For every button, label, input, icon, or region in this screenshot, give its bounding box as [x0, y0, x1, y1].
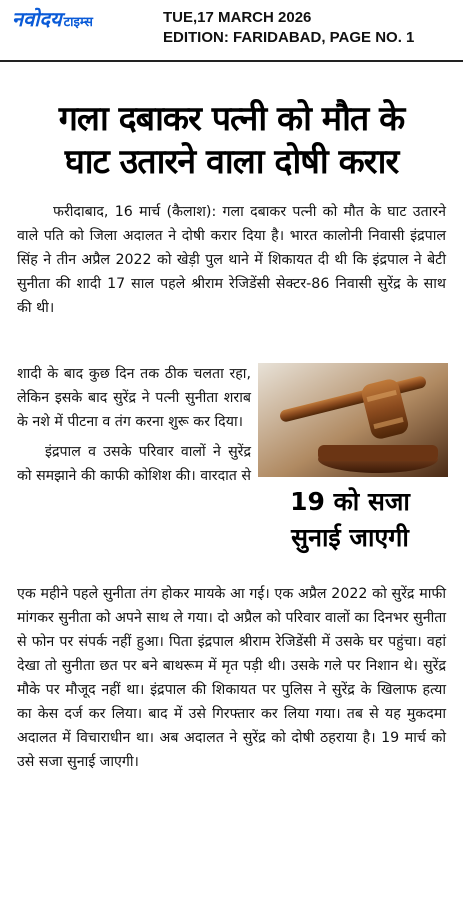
headline-line-1: गला दबाकर पत्नी को मौत के — [58, 99, 405, 139]
headline — [0, 98, 463, 184]
logo-main-text: नवोदय — [12, 7, 62, 31]
gavel-photo — [258, 363, 448, 477]
logo-sub-text: टाइम्स — [63, 15, 93, 30]
headline-line-2: घाट उतारने वाला दोषी करार — [64, 142, 399, 182]
article-left-column — [17, 362, 251, 488]
date-line: TUE,17 MARCH 2026 — [163, 9, 312, 26]
paragraph-3-rest: एक महीने पहले सुनीता तंग होकर मायके आ गई। एक अप्रैल 2022 को सुरेंद्र माफी मांगकर सुनीता को अपने साथ ले गया। दो अप्रैल को परिवार वालों का दिनभर सुनीता से फोन पर संपर्क नहीं हुआ। पिता इंद्रपाल श्रीराम रेजिडेंसी में उसके घर पहुंचा। वहां देखा तो सुनीता छत पर बने बाथरूम में मृत पड़ी थी। उसके गले पर निशान थे। सुरेंद्र मौके पर मौजूद नहीं था। इंद्रपाल की शिकायत पर पुलिस ने सुरेंद्र के खिलाफ हत्या का केस दर्ज कर लिया। बाद में उसे गिरफ्तार कर लिया गया। तब से यह मुकदमा अदालत में विचाराधीन था। अब अदालत ने सुरेंद्र को दोषी ठहराया है। 19 मार्च को उसे सजा सुनाई जाएगी। — [17, 586, 446, 770]
newspaper-logo[interactable] — [12, 8, 93, 34]
paragraph-3-start: इंद्रपाल व उसके परिवार वालों ने सुरेंद्र को समझाने की काफी कोशिश की। वारदात से — [17, 444, 251, 484]
pull-quote-line-1: 19 को सजा — [290, 487, 410, 516]
paragraph-1-text: फरीदाबाद, 16 मार्च (कैलाश): गला दबाकर पत्नी को मौत के घाट उतारने वाले पति को जिला अदालत ने दोषी करार दिया है। भारत कालोनी निवासी इंद्रपाल सिंह ने तीन अप्रैल 2022 को खेड़ी पुल थाने में शिकायत दी थी कि इंद्रपाल ने बेटी सुनीता की शादी 17 साल पहले श्रीराम रेजिडेंसी सेक्टर-86 निवासी सुरेंद्र के साथ की थी। — [17, 204, 446, 316]
masthead — [0, 0, 463, 60]
paragraph-2-text: शादी के बाद कुछ दिन तक ठीक चलता रहा, लेकिन इसके बाद सुरेंद्र ने पत्नी सुनीता शराब के नशे में पीटना व तंग करना शुरू कर दिया। — [17, 366, 251, 430]
pull-quote-line-2: सुनाई जाएगी — [291, 523, 409, 552]
gavel-icon — [258, 363, 448, 477]
pull-quote — [262, 484, 438, 556]
edition-meta — [163, 8, 453, 48]
masthead-divider — [0, 60, 463, 62]
edition-line: EDITION: FARIDABAD, PAGE NO. 1 — [163, 29, 415, 46]
article-paragraph-1 — [17, 200, 446, 320]
article-paragraph-3 — [17, 582, 446, 774]
